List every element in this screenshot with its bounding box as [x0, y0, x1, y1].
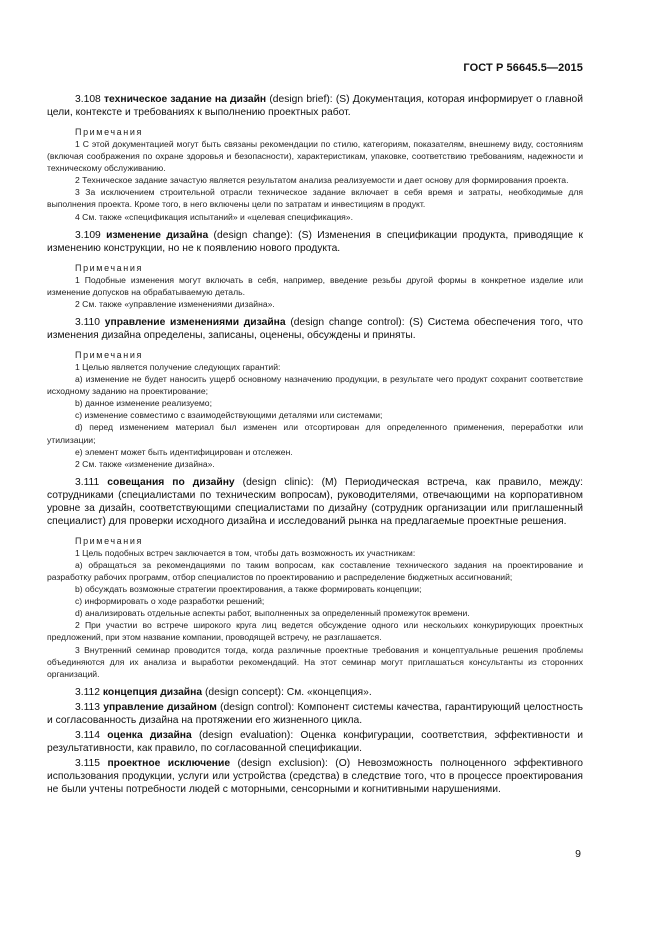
notes-heading: Примечания: [75, 349, 143, 360]
term-number: 3.114: [75, 729, 101, 741]
term-number: 3.108: [75, 94, 101, 105]
note-item: 3 За исключением строительной отрасли техническое задание включает в себя время и затраты, необходимые для выполнения проекта. Кроме того, в него включены цели по затратам и инвестициям в продукт.: [47, 187, 583, 210]
definition-text: (design clinic): (M) Периодическая встреча, как правило, между: сотрудниками (специалистами по техническим вопросам), руководителями, отвечающими на корпоративном уровне за дизайн, соответствующими специалистами по дизайну (сотрудник организации или приглашенный специалист) для проверки исходного дизайна и исследований рынка на предлагаемые проектные решения.: [47, 476, 583, 527]
note-item: 1 Подобные изменения могут включать в себя, например, введение резьбы другой формы в конкретное изделие или изменение допусков на обрабатываемую деталь.: [47, 274, 583, 297]
term-number: 3.115: [75, 757, 101, 769]
note-item: b) обсуждать возможные стратегии проектирования, а также формировать концепции;: [75, 584, 422, 595]
definition-3-113: [47, 701, 583, 727]
definition-3-109: [47, 229, 583, 255]
notes-heading: Примечания: [75, 262, 143, 273]
definition-text: (design evaluation): Оценка конфигурации, соответствия, эффективности и результативности, как правило, по согласованной спецификации.: [47, 729, 583, 754]
term-number: 3.109: [75, 229, 101, 241]
notes-heading: Примечания: [75, 535, 143, 546]
page-number: 9: [575, 848, 581, 860]
term-title: проектное исключение: [107, 757, 231, 769]
term-title: техническое задание на дизайн: [103, 94, 267, 105]
definition-text: (design control): Компонент системы качества, гарантирующий целостность и согласованность дизайна на протяжении его жизненного цикла.: [47, 701, 583, 726]
definition-text: (design exclusion): (O) Невозможность полноценного эффективного использования продукции, услуги или устройства (средства) в следствие того, что в процессе проектирования не были учтены потребности людей с моторными, сенсорными и когнитивными нарушениями.: [47, 757, 583, 795]
term-number: 3.112: [75, 686, 101, 698]
note-item: d) анализировать отдельные аспекты работ, выполненных за определенный промежуток времени.: [75, 608, 470, 619]
term-number: 3.110: [75, 316, 101, 328]
page-body: [47, 93, 583, 796]
definition-text: (design change): (S) Изменения в спецификации продукта, приводящие к изменению конструкции, но не к появлению нового продукта.: [47, 229, 583, 254]
definition-3-108: [47, 93, 583, 119]
note-item: e) элемент может быть идентифицирован и отслежен.: [75, 446, 293, 457]
definition-3-115: [47, 757, 583, 796]
note-item: 2 См. также «изменение дизайна».: [75, 458, 215, 469]
note-item: 1 Цель подобных встреч заключается в том, чтобы дать возможность их участникам:: [75, 547, 416, 558]
term-title: совещания по дизайну: [107, 476, 235, 488]
definition-text: (design concept): См. «концепция».: [202, 686, 372, 698]
definition-text: (design brief): (S) Документация, которая информирует о главной цели, контексте и требованиях к выполнению проектных работ.: [47, 94, 583, 118]
document-code: ГОСТ Р 56645.5—2015: [463, 62, 583, 74]
definition-3-114: [47, 729, 583, 755]
definition-3-112: [47, 686, 583, 699]
definition-3-110: [47, 316, 583, 342]
note-item: 1 С этой документацией могут быть связаны рекомендации по стилю, категориям, показателям, внешнему виду, состояниям (включая соображения по охране здоровья и безопасности), характеристикам, упаковке, соответствию требованиям, надежности и техническому обслуживанию.: [47, 139, 583, 174]
notes-heading: Примечания: [75, 127, 143, 137]
term-title: управление изменениями дизайна: [104, 316, 286, 328]
note-item: 3 Внутренний семинар проводится тогда, когда различные проектные требования и концептуальные решения проблемы объединяются для их анализа и выработки рекомендаций. На этот семинар могут приглашаться консультанты из сторонних организаций.: [47, 644, 583, 679]
note-item: c) информировать о ходе разработки решений;: [75, 596, 265, 607]
note-item: d) перед изменением материал был изменен или отсортирован для определенного применения, переработки или утилизации;: [47, 422, 583, 445]
note-item: 2 Техническое задание зачастую является результатом анализа реализуемости и дает основу для формирования проекта.: [75, 175, 569, 186]
term-title: концепция дизайна: [102, 686, 203, 698]
note-item: 4 См. также «спецификация испытаний» и «целевая спецификация».: [75, 211, 353, 222]
term-title: изменение дизайна: [106, 229, 209, 241]
note-item: c) изменение совместимо с взаимодействующими деталями или системами;: [75, 410, 383, 421]
note-item: 1 Целью является получение следующих гарантий:: [75, 361, 281, 372]
note-item: b) данное изменение реализуемо;: [75, 398, 212, 409]
note-item: a) обращаться за рекомендациями по таким вопросам, как составление технического задания на проектирование и разработку рабочих программ, отбор специалистов по проектированию и распределение бюджетных ассигнований;: [47, 559, 583, 582]
note-item: 2 При участии во встрече широкого круга лиц ведется обсуждение одного или нескольких конкурирующих проектных предложений, при этом название компании, проводящей встречу, не разглашается.: [47, 620, 583, 643]
definition-text: (design change control): (S) Система обеспечения того, что изменения дизайна определены, записаны, оценены, обсуждены и приняты.: [47, 316, 583, 341]
definition-3-111: [47, 476, 583, 528]
note-item: a) изменение не будет наносить ущерб основному назначению продукции, в результате чего продукт сохранит соответствие исходному заданию на проектирование;: [47, 374, 583, 397]
note-item: 2 См. также «управление изменениями дизайна».: [75, 298, 275, 309]
term-number: 3.113: [75, 701, 101, 713]
term-title: оценка дизайна: [107, 729, 192, 741]
term-title: управление дизайном: [103, 701, 217, 713]
term-number: 3.111: [75, 476, 100, 488]
